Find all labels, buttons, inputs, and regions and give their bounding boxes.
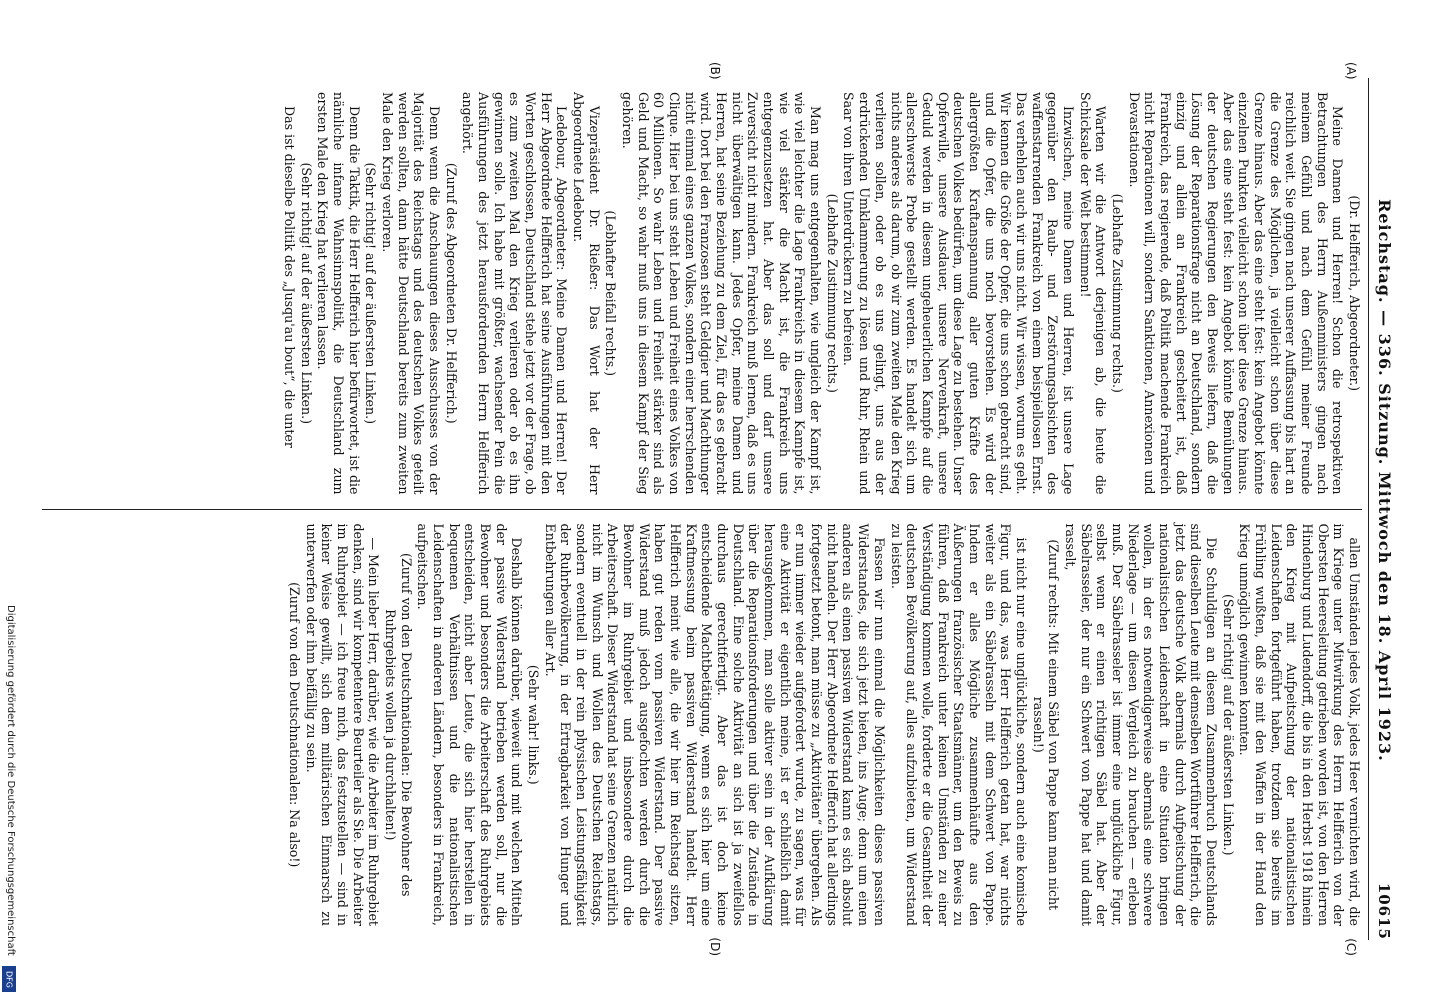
speaker-note: (Dr. Helfferich, Abgeordneter.) bbox=[1347, 195, 1362, 392]
margin-letter-b: (B) bbox=[708, 62, 722, 80]
text-paragraph: allen Umständen jedes Volk, jedes Heer vernichten wird, die im Kriege unter Mitwirkung des Herrn Helfferich von der Obersten Heeresleitung getrieben worden ist, von den Herren Hindenburg und Ludendorff, die bis in den Herbst 1918 hinein den Krieg mit Aufpeitschung der nationalistischen Leidenschaften fortgeführt haben, trotzdem sie bereits im Frühling wußten, daß sie mit den Waffen in der Hand den Krieg unmöglich gewinnen konnten. bbox=[1237, 523, 1362, 926]
text-paragraph: Fassen wir nun einmal die Möglichkeiten dieses passiven Widerstandes, die sich jetzt bieten, ins Auge; denn um einen anderen als einen passiven Widerstand kann es sich absolut nicht handeln. Der Herr Abgeordnete Helfferich hat allerdings fortgesetzt betont, man müsse zu „Aktivitäten“ übergehen. Als er nun immer wieder aufgefordert wurde, zu sagen, was für eine Aktivität er eigentlich meine, ist er schließlich damit herausgekommen, man solle aktiver sein in der Aufklärung über die Reparationsforderungen und über die Zustände in Deutschland. Eine solche Aktivität an sich ist ja zweifellos durchaus gerechtfertigt. Aber das ist doch keine entscheidende Machtbetätigung, wenn es sich hier um eine Kraftmessung beim passiven Widerstand handelt. Herr Helfferich meint wie alle, die wir hier im Reichstag sitzen, haben gut reden vom passiven Widerstand. Der passive Widerstand muß jedoch ausgefochten werden durch die Bewohner im Ruhrgebiet und insbesondere durch die Arbeiterschaft. Dieser Widerstand hat seine Grenzen natürlich nicht im Wunsch und Wollen des Deutschen Reichstags, sondern eventuell in der rein physischen Leistungsfähigkeit der Ruhrbevölkerung, in der Ertragbarkeit von Hunger und Entbehrungen aller Art. bbox=[542, 523, 887, 926]
digitization-note: Digitalisierung gefördert durch die Deutsche Forschungsgemeinschaft bbox=[5, 605, 16, 956]
left-column bbox=[42, 62, 1362, 509]
right-column bbox=[42, 509, 1362, 956]
text-paragraph: Ledebour, Abgeordneter: Meine Damen und Herren! Der Herr Abgeordnete Helfferich hat seine Ausführungen mit den Worten geschlossen, Deutschland stehe jetzt vor der Frage, ob es zum zweiten Mal den Krieg verlieren oder ob es ihn gewinnen solle. Ich habe mit größter, wachsender Pein die Ausführungen des jetzt herausfordernden Herrn Helfferich angehört. bbox=[460, 92, 570, 495]
text-paragraph: — Mein lieber Herr, darüber, wie die Arbeiter im Ruhrgebiet denken, sind wir kompetentere Beurteiler als Sie. Die Arbeiter im Ruhrgebiet — ich freue mich, das festzustellen — sind in keiner Weise gewillt, sich dem militärischen Einmarsch zu unterwerfen oder ihm beifällig zu sein. bbox=[303, 523, 382, 926]
interjection: (Sehr wahr! links.) bbox=[526, 664, 542, 785]
text-paragraph: Meine Damen und Herren! Schon die retrospektiven Betrachtungen des Herrn Außenministers gingen nach meinem Gefühl und nach dem Gefühl meiner Freunde reichlich weit. Sie gingen nach unserer Auffassung bis hart an die Grenze des Möglichen, ja vielleicht schon über diese Grenze hinaus. Aber das eine steht fest: kein Angebot könnte einzelnen Punkten vielleicht schon über diese Grenze hinaus. Aber das eine steht fest: kein Angebot könnte Bemühungen der deutschen Regierungen den Beweis liefern, daß die Lösung der Reparationsfrage nicht an Deutschland, sondern einzig und allein an Frankreich gescheitert ist, daß Frankreich, das regierende, daß Politik machende Frankreich nicht Reparationen will, sondern Sanktionen, Annexionen und Devastationen. bbox=[1126, 92, 1346, 495]
interjection: (Lebhafte Zustimmung rechts.) bbox=[1109, 193, 1125, 393]
text-paragraph: Man mag uns entgegenhalten, wie ungleich der Kampf ist, wie viel leichter die Lage Frankreichs in diesem Kampfe ist, wie viel stärker die Macht ist, die Frankreich uns entgegenzusetzen hat. Aber das soll und darf unsere Zuversicht nicht mindern. Frankreich muß lernen, daß es uns nicht überwältigen kann. Jedes Opfer, meine Damen und Herren, hat seine Beziehung zu dem Ziel, für das es gebracht wird. Dort bei den Franzosen steht Geldgier und Machthunger nicht einmal eines ganzen Volkes, sondern einer herrschenden Clique. Hier bei uns steht Leben und Freiheit eines Volkes von 60 Millionen. So wahr Leben und Freiheit stärker sind als Geld und Macht, so wahr muß uns in diesem Kampf der Sieg gehören. bbox=[620, 92, 824, 495]
dfg-logo: DFG bbox=[2, 966, 16, 992]
interjection: (Zuruf von den Deutschnationalen: Na also!) bbox=[286, 582, 302, 868]
interjection: (Sehr richtig! auf der äußersten Linken.) bbox=[298, 162, 314, 425]
page-header bbox=[1368, 78, 1394, 940]
interjection: (Sehr richtig! auf der äußersten Linken.) bbox=[363, 162, 379, 425]
text-paragraph: Denn wenn die Anschauungen dieses Ausschusses von der Majorität des Reichstags und des deutschen Volkes geteilt werden sollten, dann hätte Deutschland bereits zum zweiten Male den Krieg verloren. bbox=[380, 92, 443, 495]
text-paragraph: Inzwischen, meine Damen und Herren, ist unsere Lage gegenüber den Raub- und Zerstörungsabsichten des waffenstarrenden Frankreich von einem beispiellosen Ernst. Das verhehlen auch wir uns nicht. Wir wissen, worum es geht. Wir kennen die Größe der Opfer, die uns schon gebracht sind, und die Opfer, die uns noch bevorstehen. Es wird der allergrößten Kraftanspannung aller guten Kräfte des deutschen Volkes bedürfen, um diese Lage zu bestehen. Unser Opferwille, unsere Ausdauer, unsere Nervenkraft, unsere Geduld werden in diesem ungeheuerlichen Kampfe auf die allerschwerste Probe gestellt werden. Es handelt sich um nichts anderes als darum, ob wir zum zweiten Male den Krieg verlieren sollen, oder ob es uns gelingt, uns aus der erdrückenden Umklammerung zu lösen und Ruhr, Rhein und Saar von ihren Unterdrückern zu befreien. bbox=[841, 92, 1076, 495]
interjection: (Zuruf des Abgeordneten Dr. Helfferich.) bbox=[443, 162, 459, 424]
text-paragraph: Deshalb können darüber, wieweit und mit welchen Mitteln der passive Widerstand betrieben werden soll, nur die Bewohner und besonders die Arbeiterschaft des Ruhrgebiets entscheiden, nicht aber Leute, die sich hier herstellen in bequemen Verhältnissen und die nationalistischen Leidenschaften in anderen Ländern, besonders in Frankreich, aufpeitschen. bbox=[415, 523, 525, 926]
text-paragraph: Vizepräsident Dr. Rießer: Das Wort hat der Herr Abgeordnete Ledebour. bbox=[571, 92, 602, 495]
interjection: (Lebhafter Beifall rechts.) bbox=[603, 210, 619, 377]
text-paragraph: Die Schuldigen an diesem Zusammenbruch Deutschlands sind dieselben Leute mit demselben Wortführer Helfferich, die jetzt das deutsche Volk abermals durch Aufpeitschung der nationalistischen Leidenschaft in eine Situation bringen wollen, in der es notwendigerweise abermals eine schwere Niederlage — um diesen Vergleich zu brauchen — erleben muß. Der Säbelrasseler ist immer eine unglückliche Figur, selbst wenn er einen richtigen Säbel hat. Aber der Säbelrasseler, der nur ein Schwert von Pappe hat und damit rasselt, bbox=[1062, 523, 1219, 926]
margin-letter-d: (D) bbox=[708, 937, 722, 956]
page-number: 10615 bbox=[1375, 882, 1393, 940]
margin-letter-c: (C) bbox=[1344, 938, 1358, 956]
text-paragraph: Denn die Taktik, die Herr Helfferich hier befürwortet, ist die nämliche infame Wahnsinnspolitik, die Deutschland zum ersten Male den Krieg hat verlieren lassen. bbox=[315, 92, 362, 495]
text-paragraph: Warten wir die Antwort derjenigen ab, die heute die Schicksale der Welt bestimmen! bbox=[1077, 92, 1109, 495]
interjection: (Lebhafte Zustimmung rechts.) bbox=[824, 193, 840, 393]
interjection: (Sehr richtig! auf der äußersten Linken.) bbox=[1220, 593, 1236, 856]
header-title: Reichstag. — 336. Sitzung. Mittwoch den 18. April 1923. bbox=[1375, 199, 1394, 762]
text-columns bbox=[42, 62, 1362, 956]
interjection: (Zuruf von den Deutschnationalen: Die Bewohner des Ruhrgebiets wollen ja durchhalten!) bbox=[383, 553, 414, 897]
text-paragraph: ist nicht nur eine unglückliche, sondern auch eine komische Figur, und das, was Herr Helfferich getan hat, war nichts weiter als ein Säbelrasseln mit dem Schwert von Pappe. Indem er alles Mögliche zusammenhäufte aus den Äußerungen französischer Staatsmänner, um den Beweis zu führen, daß Frankreich unter keinen Umständen zu einer Verständigung kommen wolle, forderte er die Gesamtheit der deutschen Bevölkerung auf, alles aufzubieten, um Widerstand zu leisten. bbox=[888, 523, 1029, 926]
interjection: (Zuruf rechts: Mit einem Säbel von Pappe kann man nicht rasseln!) bbox=[1030, 539, 1062, 911]
margin-letter-a: (A) bbox=[1344, 62, 1358, 80]
text-paragraph: Das ist dieselbe Politik des „Jusqu'au bout“, die unter bbox=[281, 106, 297, 448]
